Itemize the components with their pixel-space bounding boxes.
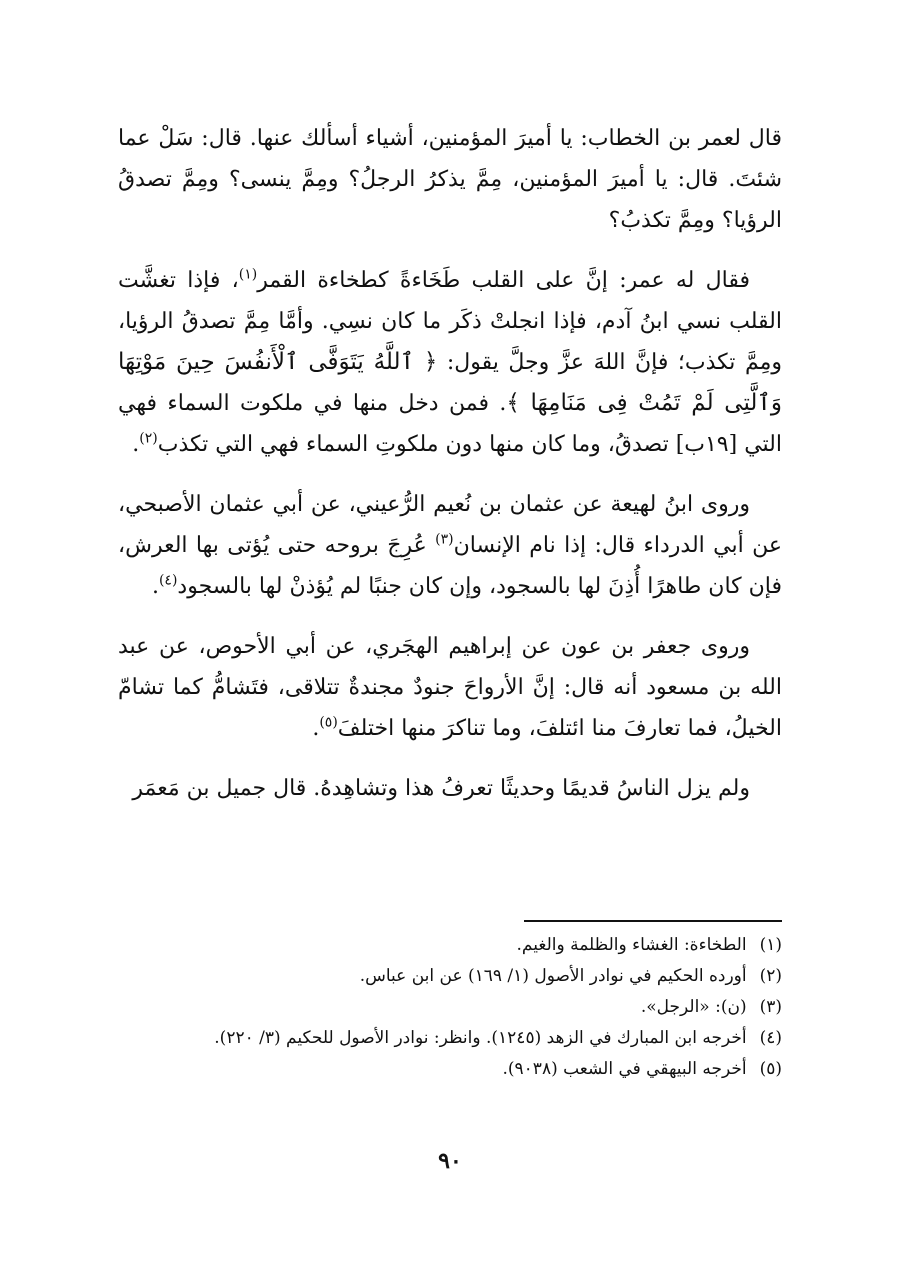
paragraph-1: [118, 118, 782, 241]
paragraph-5-text: ولم يزل الناسُ قديمًا وحديثًا تعرفُ هذا وتشاهِدهُ. قال جميل بن مَعمَر: [132, 776, 750, 801]
footnote-1-text: الطخاءة: الغشاء والظلمة والغيم.: [516, 935, 747, 955]
footnote-3-text: (ن): «الرجل».: [640, 997, 747, 1017]
paragraph-2-text-a: فقال له عمر: إنَّ على القلب طَخَاءةً كطخاءة القمر: [257, 268, 751, 293]
footnote-4: [118, 1023, 782, 1054]
footnotes-list: [118, 930, 782, 1085]
footnote-2-number: (٢): [759, 966, 782, 986]
paragraph-3-text-b: عُرِجَ بروحه حتى يُؤتى بها العرش، فإن كان طاهرًا أُذِنَ لها بالسجود، وإن كان جنبًا لم يُؤذنْ لها بالسجود: [118, 533, 782, 599]
paragraph-3-text-a: وروى ابنُ لهيعة عن عثمان بن نُعيم الرُّعيني، عن أبي عثمان الأصبحي، عن أبي الدرداء قال: إذا نام الإنسان: [118, 492, 782, 558]
footnote-5: [118, 1054, 782, 1085]
paragraph-3-text-end: .: [151, 574, 159, 599]
paragraph-2: [118, 260, 782, 465]
footnote-5-text: أخرجه البيهقي في الشعب (٩٠٣٨).: [502, 1059, 747, 1079]
footnote-4-number: (٤): [759, 1028, 782, 1048]
paragraph-2-text-c: . فمن دخل منها في ملكوت السماء فهي التي [١٩ب] تصدقُ، وما كان منها دون ملكوتِ السماء فهي التي تكذب: [118, 391, 782, 457]
footnote-ref-1[interactable]: (١): [238, 266, 258, 283]
footnote-1-number: (١): [759, 935, 782, 955]
footnote-4-text: أخرجه ابن المبارك في الزهد (١٢٤٥). وانظر: نوادر الأصول للحكيم (٣/ ٢٢٠).: [214, 1028, 747, 1048]
footnote-3-number: (٣): [759, 997, 782, 1017]
paragraph-4: [118, 626, 782, 749]
page-body: [118, 118, 782, 1271]
footnote-ref-2[interactable]: (٢): [139, 430, 158, 447]
paragraph-1-text: قال لعمر بن الخطاب: يا أميرَ المؤمنين، أشياء أسألك عنها. قال: سَلْ عما شئتَ. قال: يا أميرَ المؤمنين، مِمَّ يذكرُ الرجلُ؟ ومِمَّ ينسى؟ ومِمَّ تصدقُ الرؤيا؟ ومِمَّ تكذبُ؟: [118, 126, 783, 233]
paragraph-4-text-a: وروى جعفر بن عون عن إبراهيم الهجَري، عن أبي الأحوص، عن عبد الله بن مسعود أنه قال: إنَّ الأرواحَ جنودٌ مجندةٌ تتلاقى، فتَشامُّ كما تشامّ الخيلُ، فما تعارفَ منا ائتلفَ، وما تناكرَ منها اختلفَ: [118, 634, 782, 741]
footnote-2: [118, 961, 782, 992]
paragraph-3: [118, 484, 782, 607]
paragraph-4-text-end: .: [312, 716, 320, 741]
quran-verse: ﴿ ٱللَّهُ يَتَوَفَّى ٱلْأَنفُسَ حِينَ مَوْتِهَا وَٱلَّتِى لَمْ تَمُتْ فِى مَنَامِهَا ﴾: [118, 349, 782, 416]
footnote-divider: [524, 920, 782, 922]
footnote-ref-5[interactable]: (٥): [319, 714, 338, 731]
footnote-5-number: (٥): [759, 1059, 782, 1079]
page-number: ٩٠: [438, 1148, 462, 1174]
footnote-2-text: أورده الحكيم في نوادر الأصول (١/ ١٦٩) عن ابن عباس.: [359, 966, 747, 986]
paragraph-2-text-b: ، فإذا تغشَّت القلب نسي ابنُ آدم، فإذا انجلتْ ذكَر ما كان نسِي. وأمَّا مِمَّ تصدقُ الرؤيا، ومِمَّ تكذب؛ فإنَّ اللهَ عزَّ وجلَّ يقول:: [118, 268, 782, 375]
footnote-ref-3[interactable]: (٣): [435, 531, 454, 548]
paragraph-5: [118, 768, 782, 809]
footnote-ref-4[interactable]: (٤): [158, 572, 178, 589]
paragraph-2-text-end: .: [132, 432, 140, 457]
footnote-1: [118, 930, 782, 961]
footnote-3: [118, 992, 782, 1023]
